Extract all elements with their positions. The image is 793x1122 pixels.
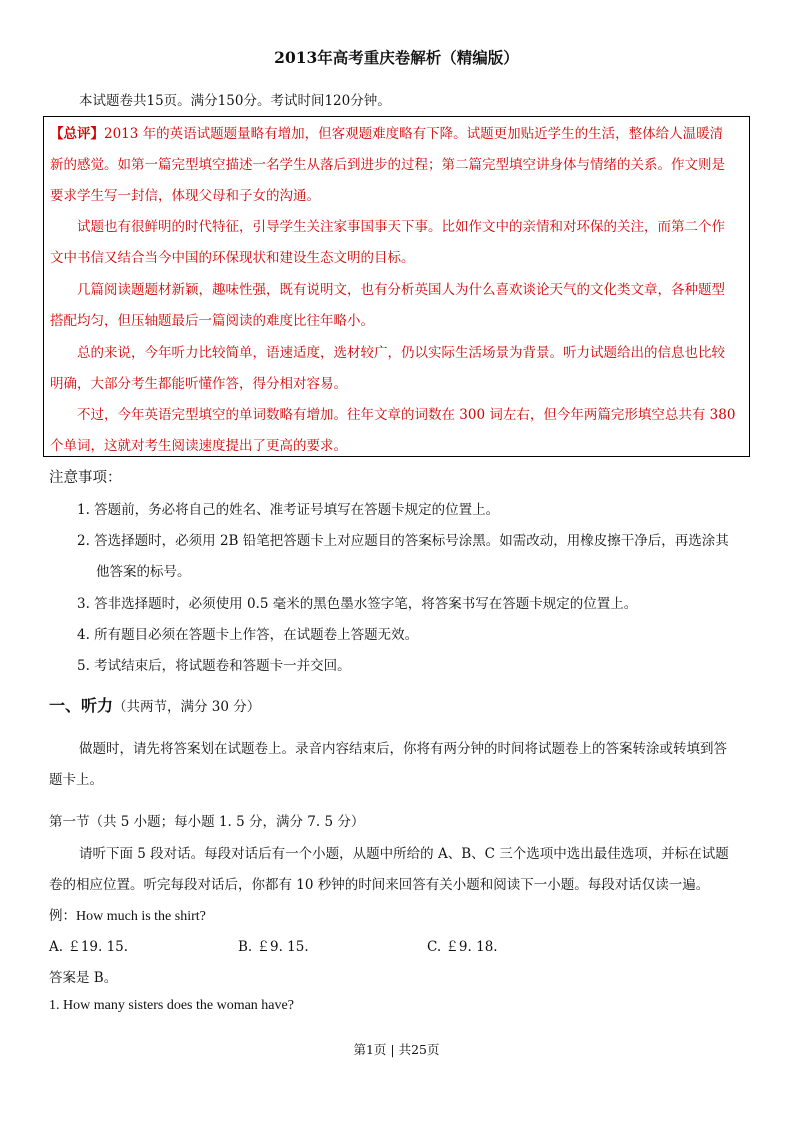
summary-p1-line3: 要求学生写一封信，体现父母和子女的沟通。 bbox=[50, 188, 320, 204]
section-instructions-line2: 题卡上。 bbox=[49, 772, 103, 788]
notice-item: 5. 考试结束后，将试题卷和答题卡一并交回。 bbox=[77, 658, 351, 674]
page-footer: 第1页 | 共25页 bbox=[353, 1042, 440, 1057]
summary-p4-line2: 明确，大部分考生都能听懂作答，得分相对容易。 bbox=[50, 376, 347, 392]
example-question: 例：How much is the shirt? bbox=[49, 908, 206, 924]
notice-item: 3. 答非选择题时，必须使用 0.5 毫米的黑色墨水签字笔，将答案书写在答题卡规定的位置上。 bbox=[77, 596, 638, 612]
question-1: 1. How many sisters does the woman have? bbox=[49, 998, 294, 1013]
summary-p4-line1: 总的来说，今年听力比较简单，语速适度，选材较广，仍以实际生活场景为背景。听力试题给出的信息也比较 bbox=[77, 345, 725, 361]
section-heading: 一、听力（共两节，满分 30 分） bbox=[49, 696, 261, 715]
summary-p1-line2: 新的感觉。如第一篇完型填空描述一名学生从落后到进步的过程；第二篇完型填空讲身体与情绪的关系。作文则是 bbox=[50, 157, 725, 173]
summary-p3-line2: 搭配均匀，但压轴题最后一篇阅读的难度比往年略小。 bbox=[50, 313, 374, 329]
intro-text: 本试题卷共15页。满分150分。考试时间120分钟。 bbox=[79, 93, 391, 109]
summary-p1-line1: 【总评】2013 年的英语试题题量略有增加，但客观题难度略有下降。试题更加贴近学生的生活，整体给人温暖清 bbox=[50, 126, 724, 142]
part1-title: 第一节（共 5 小题；每小题 1. 5 分，满分 7. 5 分） bbox=[49, 814, 365, 830]
notice-item: 1. 答题前，务必将自己的姓名、准考证号填写在答题卡规定的位置上。 bbox=[77, 502, 500, 518]
example-option-a: A. ￡19. 15. bbox=[49, 939, 129, 955]
example-option-c: C. ￡9. 18. bbox=[427, 939, 498, 955]
part1-instructions-line2: 卷的相应位置。听完每段对话后，你都有 10 秒钟的时间来回答有关小题和阅读下一小题。每段对话仅读一遍。 bbox=[49, 877, 710, 893]
notice-item: 2. 答选择题时，必须用 2B 铅笔把答题卡上对应题目的答案标号涂黑。如需改动，用橡皮擦干净后，再选涂其 bbox=[77, 533, 729, 549]
part1-instructions-line1: 请听下面 5 段对话。每段对话后有一个小题，从题中所给的 A、B、C 三个选项中选出最佳选项，并标在试题 bbox=[79, 846, 729, 862]
summary-p3-line1: 几篇阅读题题材新颖，趣味性强，既有说明文，也有分析英国人为什么喜欢谈论天气的文化类文章，各种题型 bbox=[77, 282, 725, 298]
notice-item: 4. 所有题目必须在答题卡上作答，在试题卷上答题无效。 bbox=[77, 627, 419, 643]
notice-item-continued: 他答案的标号。 bbox=[96, 564, 191, 580]
summary-p2-line2: 文中书信又结合当今中国的环保现状和建设生态文明的目标。 bbox=[50, 250, 415, 266]
notice-title: 注意事项： bbox=[49, 470, 122, 486]
section-instructions-line1: 做题时，请先将答案划在试题卷上。录音内容结束后，你将有两分钟的时间将试题卷上的答案转涂或转填到答 bbox=[79, 741, 727, 757]
summary-p2-line1: 试题也有很鲜明的时代特征，引导学生关注家事国事天下事。比如作文中的亲情和对环保的关注，而第二个作 bbox=[77, 219, 725, 235]
summary-p5-line2: 个单词，这就对考生阅读速度提出了更高的要求。 bbox=[50, 438, 347, 454]
page-title: 2013年高考重庆卷解析（精编版） bbox=[274, 48, 519, 67]
summary-p5-line1: 不过，今年英语完型填空的单词数略有增加。往年文章的词数在 300 词左右，但今年两篇完形填空总共有 380 bbox=[77, 407, 736, 423]
example-option-b: B. ￡9. 15. bbox=[238, 939, 309, 955]
summary-tag: 【总评】 bbox=[50, 126, 104, 142]
example-answer: 答案是 B。 bbox=[49, 970, 118, 986]
